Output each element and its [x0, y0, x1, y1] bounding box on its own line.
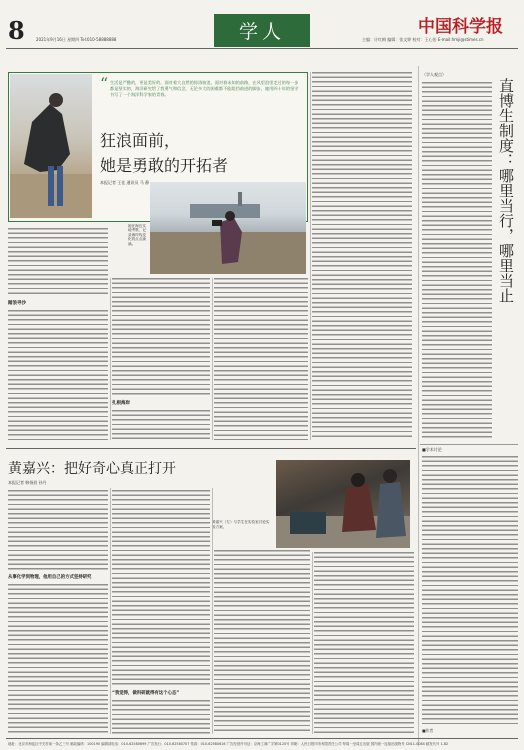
divider	[312, 552, 313, 734]
footer-rule	[6, 738, 518, 739]
story1-title-line1: 狂浪面前，	[100, 131, 181, 150]
story2-subhead-2: “我觉得，做科研就得有这个心态”	[112, 691, 180, 696]
story2-title: 黄嘉兴：把好奇心真正打开	[8, 461, 176, 477]
sidebar-bottom-body	[422, 456, 518, 726]
divider	[110, 278, 111, 440]
editors-line: 主编：计红梅 编辑：张文婷 校对：王心怡 E-mail:hmji@stimes.cn	[362, 37, 484, 42]
story1-body-col2	[112, 278, 210, 396]
story1-byline: 本报记者 王佳 通讯员 马 静	[100, 180, 150, 185]
photographer-at-shore-image	[150, 182, 306, 274]
story2-body-col1b	[8, 584, 108, 734]
divider	[212, 488, 213, 734]
divider	[212, 278, 213, 440]
divider	[110, 488, 111, 734]
story2-body-col2b	[112, 700, 210, 734]
story1-body-col1b	[8, 310, 108, 440]
page-number: 8	[8, 16, 25, 45]
sidebar-body	[422, 82, 492, 438]
woman-on-beach-image	[10, 74, 92, 218]
sidebar-column-label: （学人观点）	[422, 72, 446, 77]
pull-quote: 生活是严酷的，更是美好的。面对着大自然的惊涛骇浪，面对着未知的前路，在风里浪里走过的每一步都是坚实的，海洋研究给了我勇气和信念，无论多大的困难都不能阻挡前进的脚步，她用四十年的坚守书写了一个海洋科学家的青春。	[110, 80, 299, 97]
story2-body-col1	[8, 490, 108, 570]
sidebar-note-label: ■作者	[422, 728, 434, 733]
story1-body-col4	[312, 72, 412, 440]
divider	[418, 66, 419, 746]
shore-photo-caption: 她在海边实地考察，记录海岸线变化的点点滴滴。	[128, 224, 146, 246]
story2-body-col3	[214, 550, 310, 734]
story1-subhead-2: 扎根海岸	[112, 401, 130, 406]
story1-title-line2: 她是勇敢的开拓者	[100, 156, 229, 175]
sidebar-bottom-label: ■学术讨论	[422, 447, 442, 452]
story2-byline: 本报记者 韩扬眉 孙丹	[8, 480, 47, 485]
sidebar-vertical-title: 直博生制度：哪里当行，哪里当止	[497, 78, 515, 303]
section-banner	[214, 14, 310, 47]
divider	[310, 72, 311, 440]
sidebar-rule	[420, 444, 518, 445]
quote-mark-icon: “	[100, 74, 109, 93]
shore-photo	[150, 182, 306, 274]
story2-body-col4	[314, 552, 414, 734]
lab-photo-caption: 黄嘉兴（左）与学生在实验室讨论实验方案。	[212, 520, 270, 529]
story2-subhead-1: 从事化学到物理，他用自己的方式坚持研究	[8, 575, 92, 580]
header-rule	[6, 48, 518, 49]
story1-body-col2b	[112, 410, 210, 440]
story1-subhead-1: 踏浪寻沙	[8, 301, 26, 306]
lab-photo	[276, 460, 410, 548]
portrait-photo	[10, 74, 92, 218]
section-title: 学人	[238, 21, 285, 43]
lab-discussion-image	[276, 460, 410, 548]
masthead: 中国科学报	[418, 17, 503, 37]
story1-body-col3	[214, 278, 308, 440]
footer-imprint: 地址：北京市海淀区中关村南一条乙三号 邮政编码：100190 编辑部电话：010-62580699 广告发行：010-62580707 传真：010-62580616 广告经营许可证：京海工商广字第0120号 印刷：人民日报印务有限责任公司 每周一至周五出版 国内统一连续出版物号 CN11-0084 邮发代号 1-82	[8, 742, 449, 746]
story2-body-col2	[112, 490, 210, 686]
story1-body-col1	[8, 228, 108, 296]
story2-rule	[6, 448, 416, 449]
dateline: 2021年9月16日 星期四 Tel:010-58888888	[36, 37, 117, 42]
